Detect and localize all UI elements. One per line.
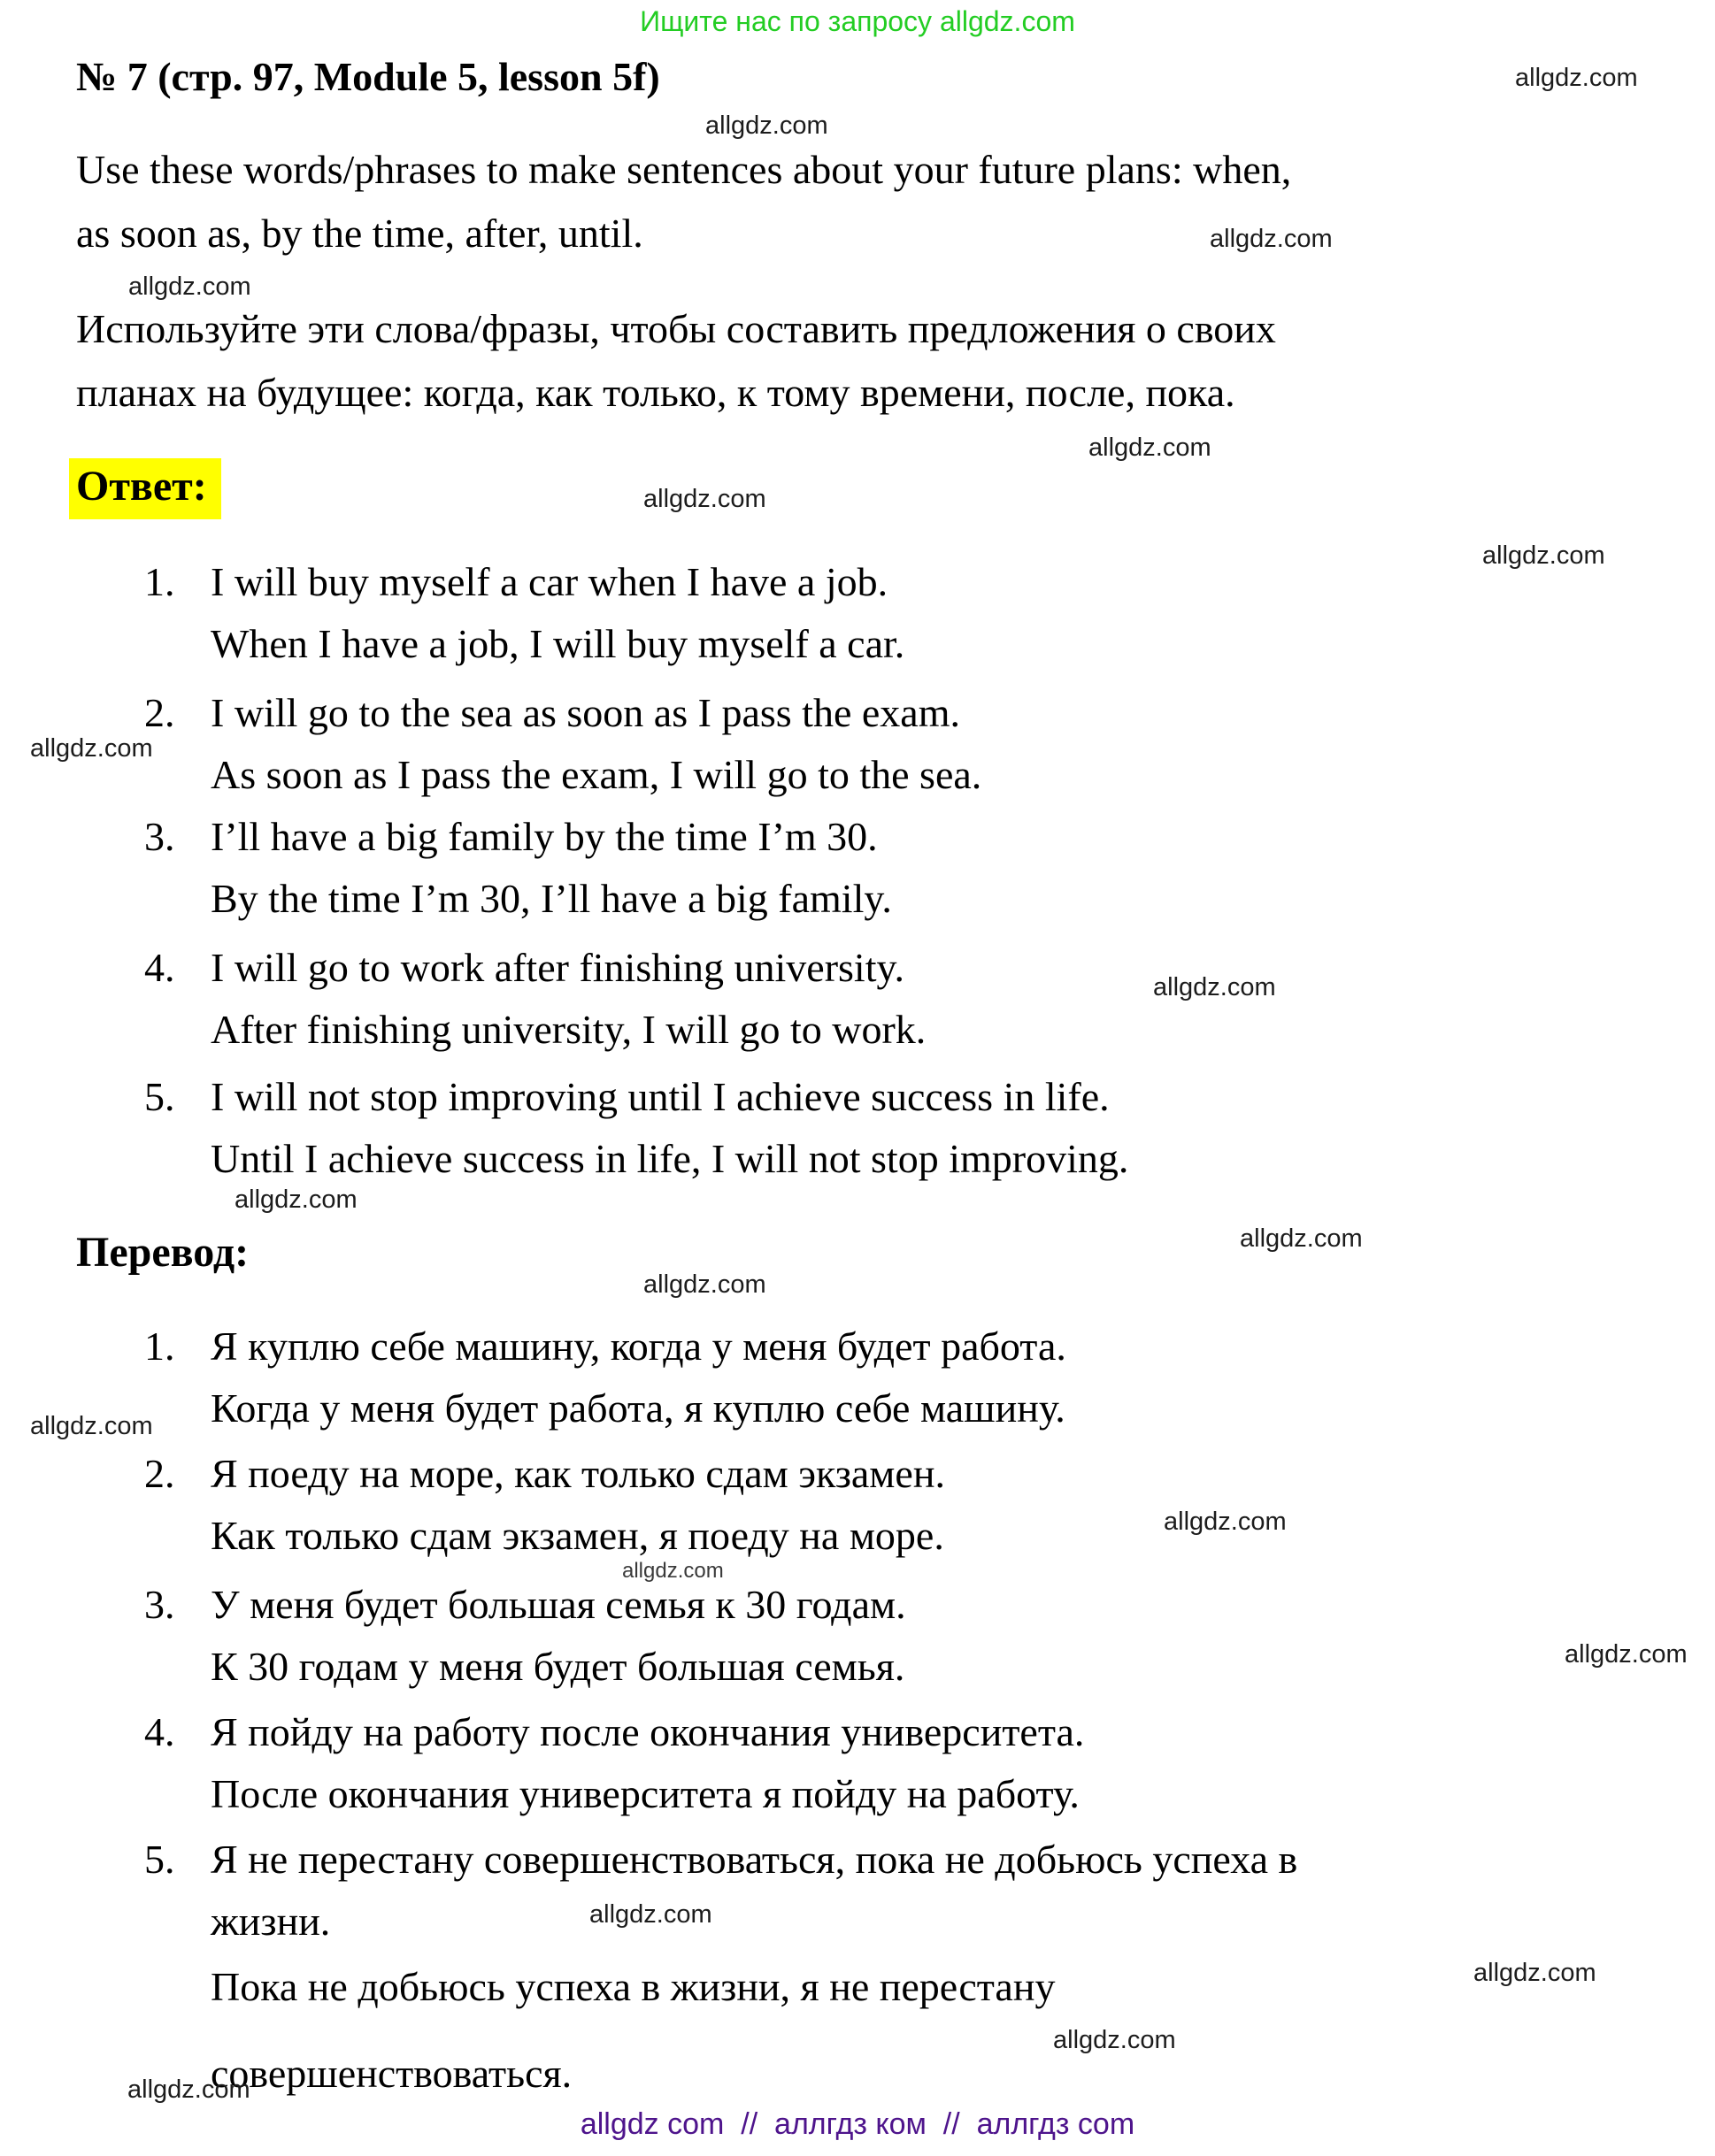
task-en-line-1: Use these words/phrases to make sentences about your future plans: when, (76, 147, 1292, 192)
watermark: allgdz.com (705, 111, 828, 140)
translation-item-line: У меня будет большая семья к 30 годам. (211, 1582, 906, 1627)
watermark: allgdz.com (1473, 1959, 1596, 1987)
translation-heading: Перевод: (76, 1229, 250, 1276)
watermark: allgdz.com (1210, 225, 1333, 253)
translation-item-number: 3. (144, 1582, 175, 1627)
answer-item-line: I will not stop improving until I achieve success in life. (211, 1074, 1110, 1119)
watermark: allgdz.com (1565, 1640, 1688, 1669)
watermark: allgdz.com (127, 2075, 250, 2104)
task-ru-line-2: планах на будущее: когда, как только, к тому времени, после, пока. (76, 370, 1235, 415)
watermark: allgdz.com (30, 1412, 153, 1440)
translation-item-line: Я не перестану совершенствоваться, пока не добьюсь успеха в (211, 1837, 1298, 1882)
watermark: allgdz.com (1164, 1508, 1287, 1536)
watermark: allgdz.com (643, 485, 766, 513)
page-title: № 7 (стр. 97, Module 5, lesson 5f) (76, 54, 660, 99)
answer-item-line: I will go to work after finishing university. (211, 945, 904, 990)
translation-item-number: 2. (144, 1451, 175, 1496)
watermark: allgdz.com (30, 734, 153, 763)
task-ru-line-1: Используйте эти слова/фразы, чтобы составить предложения о своих (76, 306, 1276, 351)
answer-item-line: I will go to the sea as soon as I pass the exam. (211, 690, 960, 735)
answer-item-number: 3. (144, 814, 175, 859)
promo-banner: Ищите нас по запросу allgdz.com (640, 5, 1075, 37)
answer-item-line: I will buy myself a car when I have a job. (211, 559, 888, 604)
translation-item-line: Я поеду на море, как только сдам экзамен. (211, 1451, 945, 1496)
watermark: allgdz.com (235, 1185, 358, 1214)
watermark: allgdz.com (1482, 541, 1605, 570)
watermark: allgdz.com (1153, 973, 1276, 1001)
translation-item-line: Я куплю себе машину, когда у меня будет работа. (211, 1324, 1066, 1369)
watermark: allgdz.com (128, 272, 251, 301)
answer-item-line: I’ll have a big family by the time I’m 30. (211, 814, 878, 859)
translation-item-line: Я пойду на работу после окончания университета. (211, 1709, 1085, 1754)
translation-item-line: жизни. (211, 1899, 331, 1944)
answer-item-line: After finishing university, I will go to work. (211, 1007, 927, 1052)
watermark: allgdz.com (622, 1559, 724, 1583)
translation-item-line: Как только сдам экзамен, я поеду на море. (211, 1513, 944, 1558)
watermark: allgdz.com (1053, 2026, 1176, 2054)
answer-item-number: 5. (144, 1074, 175, 1119)
answer-item-line: Until I achieve success in life, I will not stop improving. (211, 1136, 1129, 1181)
answer-item-number: 2. (144, 690, 175, 735)
translation-item-number: 5. (144, 1837, 175, 1882)
task-en-line-2: as soon as, by the time, after, until. (76, 211, 643, 256)
translation-item-line: После окончания университета я пойду на работу. (211, 1771, 1080, 1816)
watermark: allgdz.com (1515, 64, 1638, 92)
translation-item-line: совершенствоваться. (211, 2051, 573, 2096)
watermark: allgdz.com (589, 1900, 712, 1929)
answer-item-line: When I have a job, I will buy myself a car. (211, 621, 905, 666)
answer-heading: Ответ: (69, 458, 221, 519)
translation-item-number: 1. (144, 1324, 175, 1369)
footer-keywords: allgdz com // аллгдз ком // аллгдз com (580, 2107, 1135, 2141)
answer-item-line: As soon as I pass the exam, I will go to the sea. (211, 752, 982, 797)
answer-item-line: By the time I’m 30, I’ll have a big family. (211, 876, 892, 921)
watermark: allgdz.com (1088, 434, 1211, 462)
translation-item-line: К 30 годам у меня будет большая семья. (211, 1644, 905, 1689)
translation-item-line: Пока не добьюсь успеха в жизни, я не перестану (211, 1964, 1056, 2009)
answer-item-number: 1. (144, 559, 175, 604)
answer-item-number: 4. (144, 945, 175, 990)
translation-item-line: Когда у меня будет работа, я куплю себе машину. (211, 1385, 1065, 1431)
watermark: allgdz.com (643, 1270, 766, 1299)
watermark: allgdz.com (1240, 1224, 1363, 1253)
translation-item-number: 4. (144, 1709, 175, 1754)
